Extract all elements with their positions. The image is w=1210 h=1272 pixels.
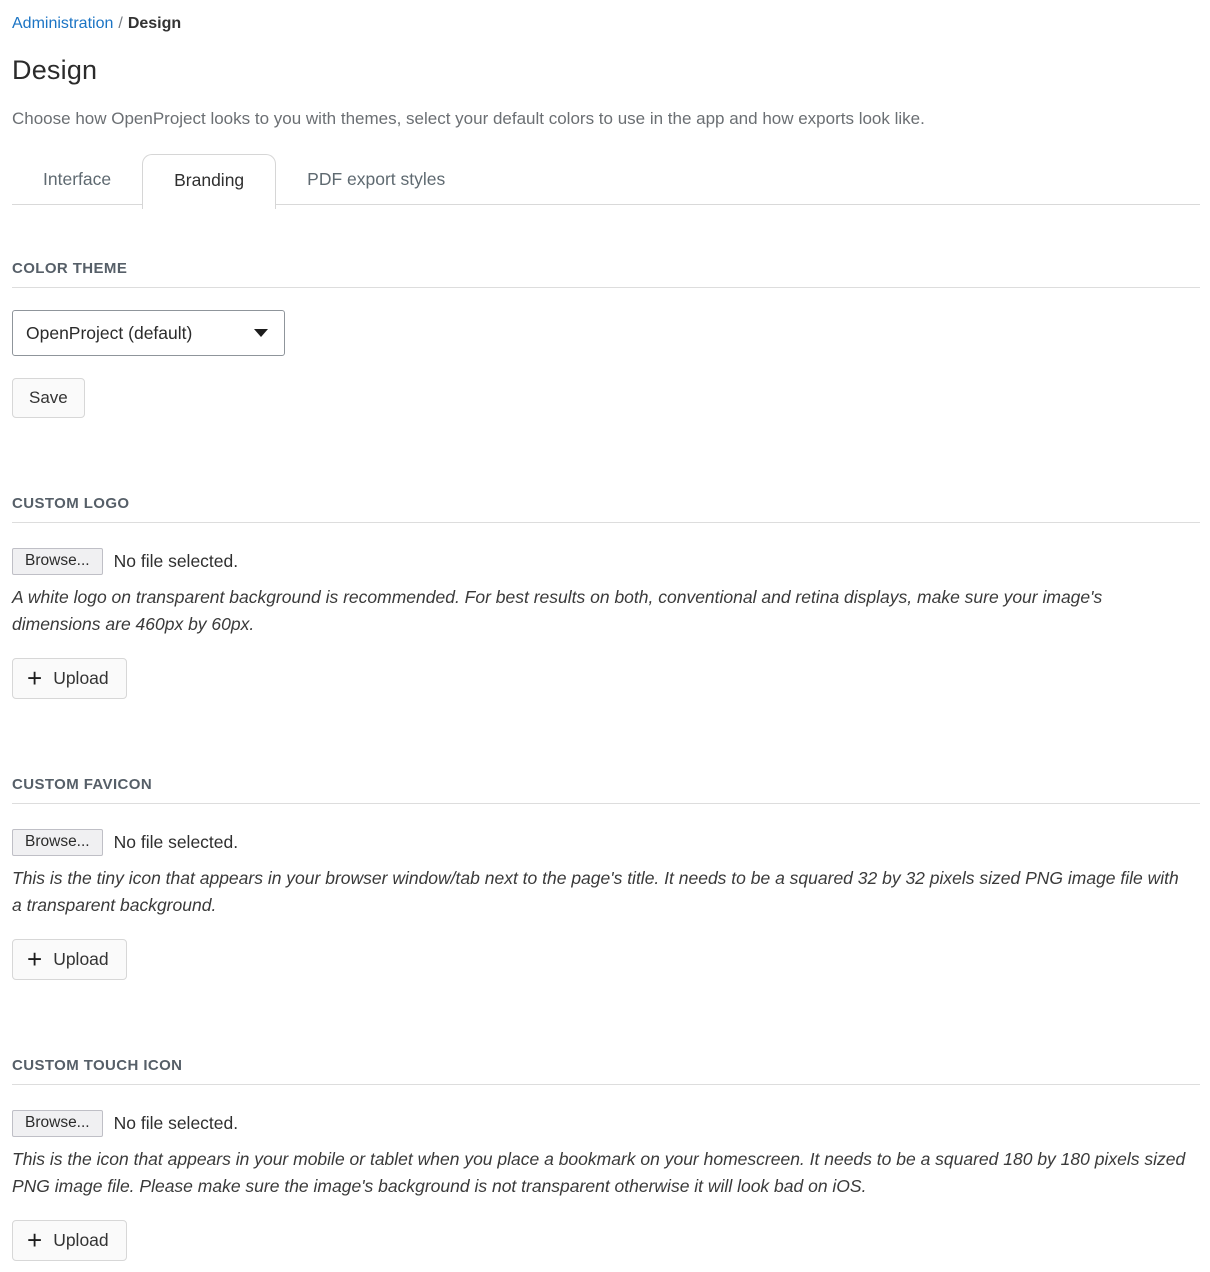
favicon-upload-button[interactable] <box>12 939 127 980</box>
chevron-down-icon <box>254 329 268 337</box>
color-theme-section <box>12 260 1200 418</box>
logo-file-status: No file selected. <box>113 551 239 571</box>
custom-touch-icon-section <box>12 1057 1200 1261</box>
touch-icon-hint-text: This is the icon that appears in your mobile or tablet when you place a bookmark on your homescreen. It needs to be a squared 180 by 180 pixels sized PNG image file. Please make sure the image's background is not transparent otherwise it will look bad on iOS. <box>12 1149 1186 1196</box>
tab-bar <box>12 154 1200 205</box>
favicon-file-input-row <box>12 829 1200 856</box>
touch-icon-file-input-row <box>12 1110 1200 1137</box>
touch-icon-file-status: No file selected. <box>113 1113 239 1133</box>
touch-icon-upload-button[interactable] <box>12 1220 127 1261</box>
custom-touch-icon-heading: CUSTOM TOUCH ICON <box>12 1057 1200 1085</box>
logo-upload-button-label: Upload <box>53 667 109 688</box>
touch-icon-browse-button[interactable]: Browse... <box>12 1110 103 1137</box>
tab-branding[interactable]: Branding <box>142 154 276 209</box>
tab-pdf-export-styles[interactable]: PDF export styles <box>307 169 446 189</box>
color-theme-heading: COLOR THEME <box>12 260 1200 288</box>
save-button[interactable]: Save <box>12 378 85 418</box>
plus-icon: + <box>27 944 43 974</box>
custom-logo-section <box>12 495 1200 699</box>
logo-upload-button[interactable] <box>12 658 127 699</box>
favicon-file-status: No file selected. <box>113 832 239 852</box>
breadcrumb <box>12 14 1200 34</box>
touch-icon-upload-button-label: Upload <box>53 1229 109 1250</box>
breadcrumb-separator: / <box>118 15 123 32</box>
page-title: Design <box>12 55 98 85</box>
page-description: Choose how OpenProject looks to you with themes, select your default colors to use in the app and how exports look like. <box>12 109 925 128</box>
favicon-upload-button-label: Upload <box>53 948 109 969</box>
logo-browse-button[interactable]: Browse... <box>12 548 103 575</box>
plus-icon: + <box>27 663 43 693</box>
custom-favicon-heading: CUSTOM FAVICON <box>12 776 1200 804</box>
tab-interface[interactable]: Interface <box>43 169 112 189</box>
logo-file-input-row <box>12 548 1200 575</box>
favicon-hint-text: This is the tiny icon that appears in your browser window/tab next to the page's title. It needs to be a squared 32 by 32 pixels sized PNG image file with a transparent background. <box>12 868 1179 915</box>
logo-hint-text: A white logo on transparent background is recommended. For best results on both, conventional and retina displays, make sure your image's dimensions are 460px by 60px. <box>12 587 1103 634</box>
custom-logo-heading: CUSTOM LOGO <box>12 495 1200 523</box>
breadcrumb-link-administration[interactable]: Administration <box>12 15 114 32</box>
favicon-browse-button[interactable]: Browse... <box>12 829 103 856</box>
theme-select[interactable] <box>12 310 285 356</box>
breadcrumb-current-design: Design <box>127 15 182 32</box>
plus-icon: + <box>27 1225 43 1255</box>
custom-favicon-section <box>12 776 1200 980</box>
theme-select-value: OpenProject (default) <box>26 322 193 343</box>
